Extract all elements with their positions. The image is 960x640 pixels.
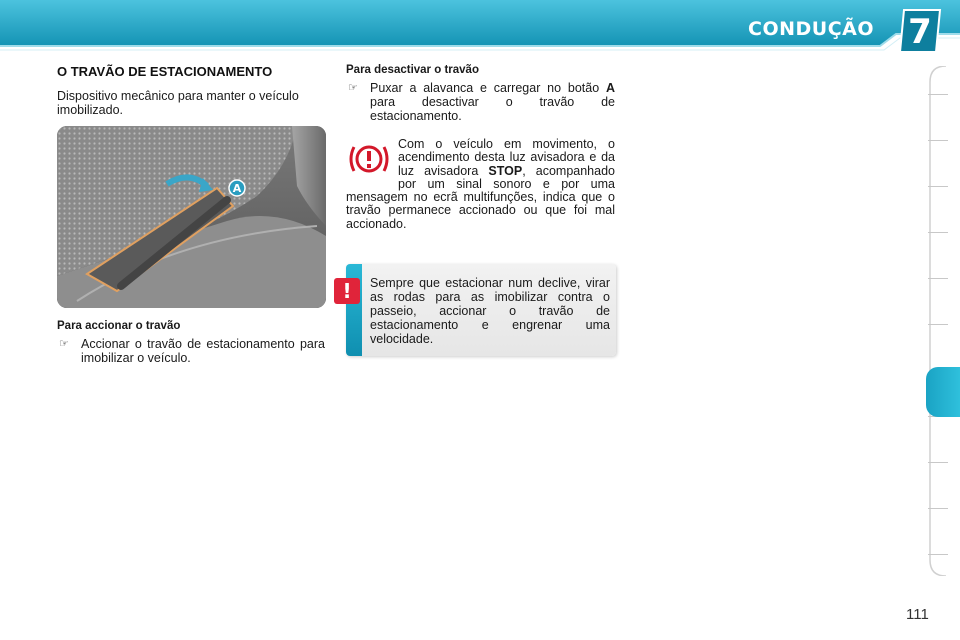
tab-divider xyxy=(928,94,948,95)
page-header xyxy=(0,0,960,60)
tab-divider xyxy=(928,508,948,509)
apply-heading: Para accionar o travão xyxy=(57,320,181,332)
tab-divider xyxy=(928,186,948,187)
page-number: 111 xyxy=(906,606,929,623)
release-button-label: A xyxy=(605,81,615,95)
warning-text-end: , acompanhado por um sinal sonoro e por uma mensagem no ecrã multifunções, indica que o travão permanece accionado ou que foi mal accionado. xyxy=(346,163,615,231)
release-text-start: Puxar a alavanca e carregar no botão xyxy=(370,81,600,95)
tab-divider xyxy=(928,232,948,233)
warning-text-start: Com o veículo em movimento, o acendimento desta luz avisadora e da luz avisadora xyxy=(398,137,615,178)
apply-instruction xyxy=(57,337,325,365)
section-title: O TRAVÃO DE ESTACIONAMENTO xyxy=(57,64,273,79)
warning-paragraph xyxy=(346,138,615,231)
tab-divider xyxy=(928,324,948,325)
exclamation-icon: ! xyxy=(334,278,360,304)
tab-active-chapter[interactable] xyxy=(926,367,960,417)
release-instruction xyxy=(346,81,615,123)
chapter-number: 7 xyxy=(908,12,932,52)
warning-stop-label: STOP xyxy=(488,163,523,178)
pointing-hand-icon: ☞ xyxy=(348,82,358,94)
chapter-badge xyxy=(898,8,942,54)
release-heading: Para desactivar o travão xyxy=(346,64,479,76)
pointing-hand-icon: ☞ xyxy=(59,338,69,350)
tab-divider xyxy=(928,140,948,141)
intro-text: Dispositivo mecânico para manter o veículo imobilizado. xyxy=(57,89,299,117)
chapter-tabs xyxy=(926,66,960,576)
tab-divider xyxy=(928,278,948,279)
release-text-end: para desactivar o travão de estacionamento. xyxy=(370,95,615,123)
callout-label-a: A xyxy=(232,182,242,195)
tab-divider xyxy=(928,462,948,463)
note-text: Sempre que estacionar num declive, virar as rodas para as imobilizar contra o passeio, accionar o travão de estacionamento e engrenar uma velocidade. xyxy=(370,276,610,346)
brake-warning-icon xyxy=(346,138,398,190)
tab-divider xyxy=(928,554,948,555)
handbrake-photo xyxy=(57,126,326,308)
note-box xyxy=(342,264,616,356)
chapter-title: CONDUÇÃO xyxy=(748,18,874,40)
apply-text: Accionar o travão de estacionamento para imobilizar o veículo. xyxy=(81,337,325,365)
